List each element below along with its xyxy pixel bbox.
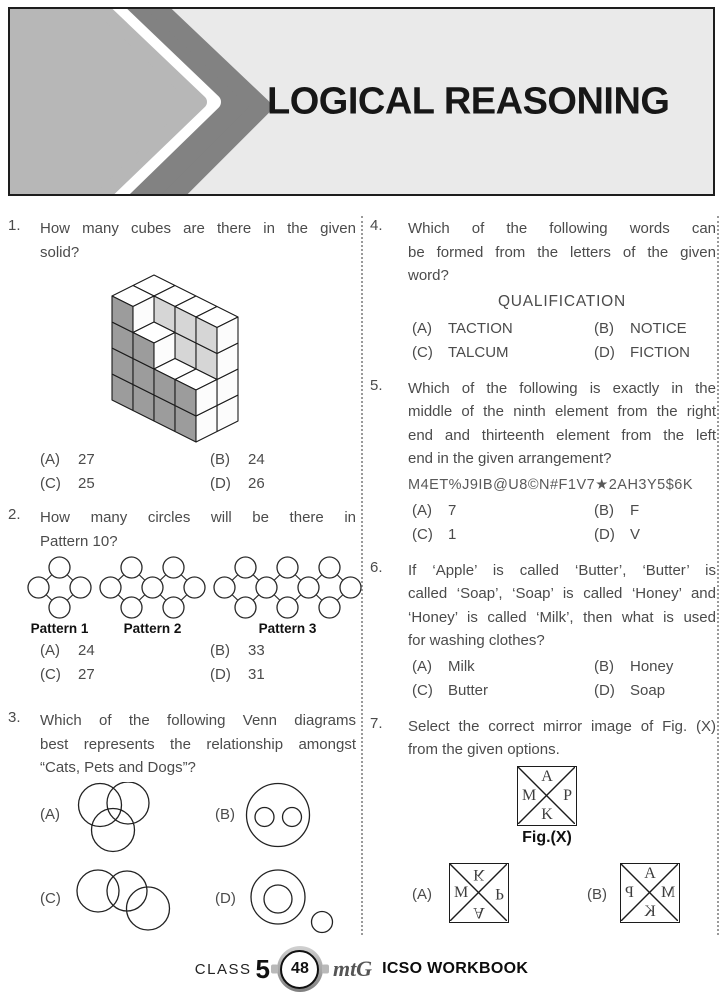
page-title: LOGICAL REASONING <box>267 80 670 122</box>
page-edge-divider <box>717 216 719 935</box>
option-d <box>590 341 690 365</box>
question-text-line: end and thirteenth element from the left <box>408 426 716 444</box>
option-value: 33 <box>248 642 265 659</box>
question-5 <box>370 377 716 547</box>
given-word: QUALIFICATION <box>497 292 627 310</box>
question-number: 6. <box>370 558 383 576</box>
venn-diagram-c <box>75 869 171 931</box>
mirror-letter-left: M <box>522 786 537 804</box>
option-value: 7 <box>448 501 457 519</box>
option-c <box>40 663 210 687</box>
venn-option-row <box>40 782 356 853</box>
left-column <box>8 217 356 935</box>
mirror-letter-right: P <box>563 786 572 804</box>
fig-x-label: Fig.(X) <box>522 828 572 846</box>
option-letter: (A) <box>412 319 432 337</box>
options <box>408 499 716 547</box>
pattern-svg-3 <box>212 555 363 620</box>
question-3 <box>8 709 356 935</box>
mirror-letter-right: P <box>495 884 504 902</box>
option-row <box>408 499 716 523</box>
option-b <box>590 317 687 341</box>
mirror-letter-bottom: K <box>541 805 553 823</box>
workbook-label: ICSO WORKBOOK <box>382 960 529 977</box>
question-text-line: How many circles will be there in <box>40 509 356 526</box>
option-letter: (A) <box>412 657 432 675</box>
option-value: F <box>630 501 640 519</box>
option-row <box>40 472 356 496</box>
option-letter: (C) <box>412 343 433 361</box>
option-letter: (C) <box>412 681 433 699</box>
pattern-label: Pattern 2 <box>123 621 182 636</box>
option-value: Soap <box>630 681 666 699</box>
option-row <box>408 655 716 679</box>
option-letter: (B) <box>594 501 614 519</box>
option-value: Milk <box>448 657 475 675</box>
mirror-option-b <box>620 863 680 923</box>
fig-x-block <box>517 766 577 847</box>
option-value: V <box>630 525 641 543</box>
cube-solid-figure <box>104 268 356 446</box>
option-row <box>408 679 716 703</box>
option-d <box>590 679 665 703</box>
mirror-option-a <box>449 863 509 923</box>
option-letter: (D) <box>210 475 231 492</box>
page-number: 48 <box>280 950 319 989</box>
question-body <box>408 559 716 703</box>
option-row <box>408 317 716 341</box>
question-text-line: middle of the ninth element from the right <box>408 403 716 420</box>
question-number: 3. <box>8 709 21 726</box>
option-b <box>210 448 265 472</box>
question-4 <box>370 217 716 365</box>
option-d <box>210 663 265 687</box>
option-letter: (B) <box>210 642 230 659</box>
class-label: CLASS <box>194 960 252 978</box>
mirror-letter-left: P <box>625 883 634 901</box>
option-letter: (D) <box>594 681 615 699</box>
right-column <box>370 217 716 927</box>
pattern-svg-1 <box>26 555 93 620</box>
question-body <box>408 217 716 365</box>
option-letter: (B) <box>594 319 614 337</box>
options <box>408 655 716 703</box>
option-letter: (B) <box>215 805 235 823</box>
option-d <box>210 472 265 496</box>
option-value: TACTION <box>448 319 513 337</box>
question-7 <box>370 715 716 927</box>
option-letter: (D) <box>215 889 236 907</box>
question-text-line: If ‘Apple’ is called ‘Butter’, ‘Butter’ is <box>408 561 716 579</box>
option-letter: (D) <box>210 666 231 683</box>
question-text-line: Pattern 10? <box>40 532 118 550</box>
option-value: 31 <box>248 666 265 683</box>
question-text-line: best represents the relationship amongst <box>40 735 356 753</box>
option-value: NOTICE <box>630 319 687 337</box>
pattern-svg-2 <box>98 555 207 620</box>
option-a <box>40 448 210 472</box>
options <box>40 639 356 687</box>
option-letter: (A) <box>40 451 60 468</box>
question-body <box>408 715 716 927</box>
page-number-badge <box>277 946 323 992</box>
question-number: 7. <box>370 714 383 732</box>
venn-diagram-a <box>74 782 152 853</box>
option-letter: (C) <box>40 475 61 492</box>
option-a <box>408 317 590 341</box>
option-value: 24 <box>78 642 95 659</box>
option-row <box>40 663 356 687</box>
option-letter: (A) <box>40 805 60 823</box>
mirror-letter-top: A <box>541 767 553 785</box>
option-b <box>210 639 265 663</box>
venn-option-row <box>40 869 356 935</box>
chapter-banner <box>8 7 715 196</box>
option-letter: (A) <box>412 501 432 519</box>
question-text-line: end in the given arrangement? <box>408 450 612 467</box>
option-letter: (A) <box>40 642 60 659</box>
option-letter: (B) <box>594 657 614 675</box>
mirror-letter-top: A <box>644 864 656 882</box>
question-text-line: Select the correct mirror image of Fig. (X) <box>408 717 716 735</box>
option-c <box>408 341 590 365</box>
pattern-item <box>26 555 93 637</box>
option-c <box>40 472 210 496</box>
question-text-line: ‘Honey’ is called ‘Milk’, then what is used <box>408 608 716 626</box>
option-letter: (C) <box>412 525 433 543</box>
question-body <box>40 217 356 496</box>
option-d <box>590 523 640 547</box>
pattern-label: Pattern 3 <box>258 621 317 636</box>
option-value: 27 <box>78 451 95 468</box>
option-row <box>408 523 716 547</box>
venn-diagram-b <box>244 782 312 848</box>
option-a <box>408 655 590 679</box>
option-value: 25 <box>78 475 95 492</box>
option-letter: (C) <box>40 889 61 907</box>
option-value: Honey <box>630 657 674 675</box>
options <box>40 448 356 496</box>
question-body <box>30 506 356 687</box>
option-letter: (C) <box>40 666 61 683</box>
option-letter: (D) <box>594 525 615 543</box>
question-text-line: from the given options. <box>408 741 560 758</box>
option-c <box>408 679 590 703</box>
venn-svg <box>74 782 152 853</box>
question-number: 5. <box>370 376 383 394</box>
option-c <box>408 523 590 547</box>
class-number: 5 <box>255 953 270 984</box>
pattern-item <box>98 555 207 637</box>
option-value: TALCUM <box>448 343 509 361</box>
option-letter: (D) <box>594 343 615 361</box>
mirror-letter-right: M <box>660 883 675 901</box>
question-number: 2. <box>8 506 21 523</box>
venn-diagram-d <box>249 869 335 935</box>
option-a <box>408 499 590 523</box>
question-text-line: How many cubes are there in the given <box>40 220 356 237</box>
option-value: 24 <box>248 451 265 468</box>
option-row <box>40 448 356 472</box>
venn-svg <box>75 869 171 931</box>
mirror-option-square <box>620 863 680 923</box>
question-text-line: called ‘Soap’, ‘Soap’ is called ‘Honey’ and <box>408 585 716 602</box>
mirror-letter-bottom: K <box>644 902 656 920</box>
mirror-option-row <box>408 863 716 927</box>
circle-patterns-figure <box>26 555 356 637</box>
question-text-line: Which of the following is exactly in the <box>408 379 716 397</box>
question-text-line: “Cats, Pets and Dogs”? <box>40 759 196 776</box>
option-value: 27 <box>78 666 95 683</box>
option-b <box>590 499 639 523</box>
option-value: 1 <box>448 525 457 543</box>
pattern-label: Pattern 1 <box>30 621 89 636</box>
option-letter: (B) <box>210 451 230 468</box>
question-number: 4. <box>370 217 383 234</box>
page-footer <box>0 946 723 992</box>
option-value: FICTION <box>630 343 690 361</box>
question-number: 1. <box>8 217 21 234</box>
option-value: Butter <box>448 681 489 699</box>
question-text-line: be formed from the letters of the given <box>408 243 716 261</box>
question-text-line: solid? <box>40 243 80 261</box>
question-1 <box>8 217 356 496</box>
option-value: 26 <box>248 475 265 492</box>
question-body <box>40 709 356 935</box>
question-body <box>408 377 716 547</box>
option-row <box>408 341 716 365</box>
option-letter: (B) <box>587 885 607 903</box>
pattern-item <box>212 555 363 637</box>
question-text-line: Which of the following words can <box>408 220 716 237</box>
question-2 <box>8 506 356 687</box>
option-row <box>40 639 356 663</box>
mirror-option-square <box>449 863 509 923</box>
mtg-logo: mtG <box>332 956 373 981</box>
mirror-letter-bottom: A <box>473 903 485 921</box>
question-text-line: word? <box>408 267 449 284</box>
mirror-letter-top: K <box>473 865 485 883</box>
mirror-letter-left: M <box>454 883 469 901</box>
question-text-line: for washing clothes? <box>408 632 545 649</box>
venn-svg <box>244 782 312 848</box>
option-b <box>590 655 673 679</box>
venn-svg <box>249 869 335 935</box>
options <box>408 317 716 365</box>
question-text-line: Which of the following Venn diagrams <box>40 712 356 729</box>
option-a <box>40 639 210 663</box>
fig-x-square <box>517 766 577 826</box>
option-letter: (A) <box>412 885 432 903</box>
question-6 <box>370 559 716 703</box>
arrangement-text: M4ET%J9IB@U8©N#F1V7★2AH3Y5$6K <box>408 476 694 493</box>
cube-solid-svg <box>104 268 249 446</box>
